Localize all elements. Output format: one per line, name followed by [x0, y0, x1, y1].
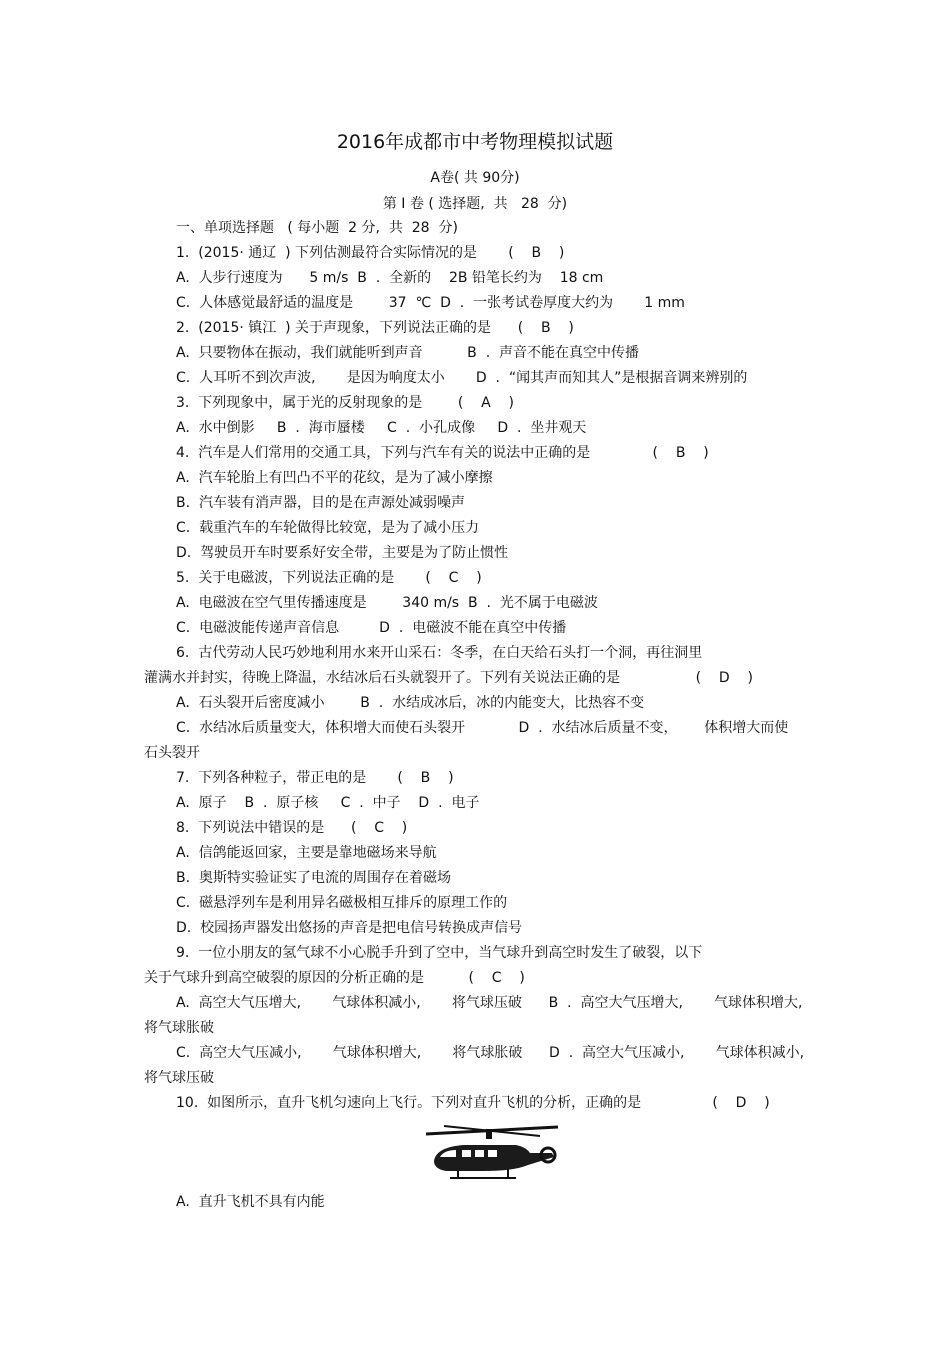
option-line: C. 磁悬浮列车是利用异名磁极相互排斥的原理工作的 — [176, 895, 508, 911]
question-6: 6. 古代劳动人民巧妙地利用水来开山采石：冬季，在白天给石头打一个洞，再往洞里 — [176, 645, 703, 661]
question-9-continued: 关于气球升到高空破裂的原因的分析正确的是 ( C ) — [144, 970, 525, 986]
helicopter-figure — [424, 1123, 560, 1181]
option-line: C. 电磁波能传递声音信息 D . 电磁波不能在真空中传播 — [176, 620, 567, 636]
volume-heading: A卷( 共 90分) — [430, 170, 520, 186]
question-10: 10. 如图所示，直升飞机匀速向上飞行。下列对直升飞机的分析，正确的是 ( D ) — [176, 1095, 770, 1111]
exam-title: 2016年成都市中考物理模拟试题 — [336, 131, 614, 153]
option-line: D. 校园扬声器发出悠扬的声音是把电信号转换成声信号 — [176, 920, 523, 936]
option-line: C. 水结冰后质量变大，体积增大而使石头裂开 D . 水结冰后质量不变， 体积增大而使 — [176, 720, 789, 736]
option-line: A. 汽车轮胎上有凹凸不平的花纹，是为了减小摩擦 — [176, 470, 493, 486]
question-4: 4. 汽车是人们常用的交通工具，下列与汽车有关的说法中正确的是 ( B ) — [176, 445, 709, 461]
option-continued: 石头裂开 — [144, 745, 200, 761]
option-line: A. 人步行速度为 5 m/s B . 全新的 2B 铅笔长约为 18 cm — [176, 270, 604, 286]
section-heading: 一、单项选择题 ( 每小题 2 分, 共 28 分) — [176, 220, 458, 236]
option-line: C. 高空大气压减小, 气球体积增大, 将气球胀破 D . 高空大气压减小, 气球体积减小, — [176, 1045, 805, 1061]
question-6-continued: 灌满水并封实，待晚上降温，水结冰后石头就裂开了。下列有关说法正确的是 ( D ) — [144, 670, 753, 686]
question-8: 8. 下列说法中错误的是 ( C ) — [176, 820, 408, 836]
question-2: 2. (2015· 镇江 ) 关于声现象，下列说法正确的是 ( B ) — [176, 320, 574, 336]
part-heading: 第 I 卷 ( 选择题, 共 28 分) — [382, 196, 568, 212]
question-7: 7. 下列各种粒子，带正电的是 ( B ) — [176, 770, 454, 786]
option-continued: 将气球压破 — [144, 1070, 214, 1086]
option-line: A. 原子 B . 原子核 C . 中子 D . 电子 — [176, 795, 480, 811]
question-9: 9. 一位小朋友的氢气球不小心脱手升到了空中，当气球升到高空时发生了破裂，以下 — [176, 945, 703, 961]
option-line: A. 只要物体在振动，我们就能听到声音 B . 声音不能在真空中传播 — [176, 345, 640, 361]
option-line: A. 电磁波在空气里传播速度是 340 m/s B . 光不属于电磁波 — [176, 595, 598, 611]
option-line: D. 驾驶员开车时要系好安全带，主要是为了防止惯性 — [176, 545, 509, 561]
question-3: 3. 下列现象中，属于光的反射现象的是 ( A ) — [176, 395, 514, 411]
option-continued: 将气球胀破 — [144, 1020, 214, 1036]
option-line: A. 水中倒影 B . 海市蜃楼 C . 小孔成像 D . 坐井观天 — [176, 420, 587, 436]
option-line: B. 汽车装有消声器，目的是在声源处减弱噪声 — [176, 495, 465, 511]
question-1: 1. (2015· 通辽 ) 下列估测最符合实际情况的是 ( B ) — [176, 245, 565, 261]
option-line: A. 高空大气压增大, 气球体积减小, 将气球压破 B . 高空大气压增大, 气球体积增大, — [176, 995, 803, 1011]
option-line: A. 石头裂开后密度减小 B . 水结成冰后，冰的内能变大，比热容不变 — [176, 695, 645, 711]
option-line: A. 直升飞机不具有内能 — [176, 1194, 325, 1210]
option-line: B. 奥斯特实验证实了电流的周围存在着磁场 — [176, 870, 451, 886]
option-line: A. 信鸽能返回家，主要是靠地磁场来导航 — [176, 845, 437, 861]
option-line: C. 人耳听不到次声波, 是因为响度太小 D . “闻其声而知其人”是根据音调来辨别的 — [176, 370, 748, 386]
question-5: 5. 关于电磁波，下列说法正确的是 ( C ) — [176, 570, 482, 586]
option-line: C. 载重汽车的车轮做得比较宽，是为了减小压力 — [176, 520, 480, 536]
option-line: C. 人体感觉最舒适的温度是 37 ℃ D . 一张考试卷厚度大约为 1 mm — [176, 295, 685, 311]
